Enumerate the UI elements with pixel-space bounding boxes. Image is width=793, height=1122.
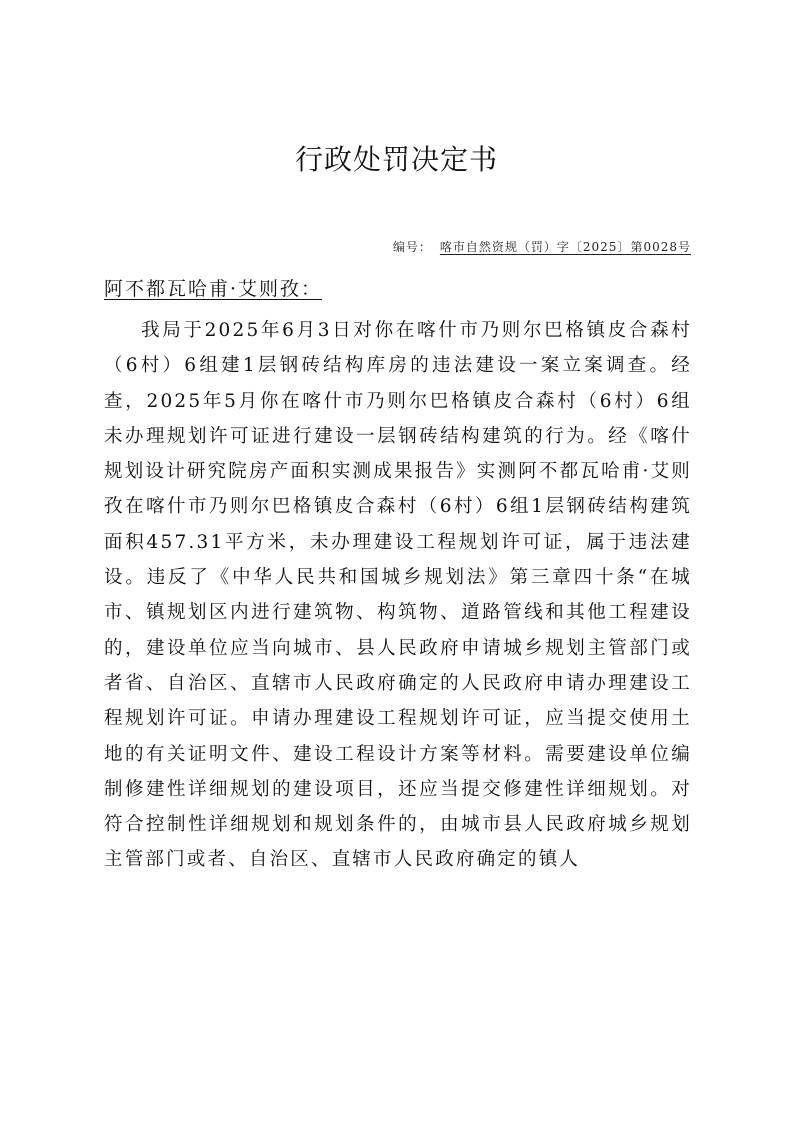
document-number-label: 编号： — [392, 240, 432, 254]
addressee: 阿不都瓦哈甫·艾则孜： — [104, 278, 323, 300]
document-title: 行政处罚决定书 — [294, 143, 498, 176]
document-number — [393, 238, 691, 255]
document-number-value: 喀市自然资规（罚）字〔2025〕第0028号 — [439, 240, 691, 254]
body-paragraph: 我局于2025年6月3日对你在喀什市乃则尔巴格镇皮合森村（6村）6组建1层钢砖结构库房的违法建设一案立案调查。经查，2025年5月你在喀什市乃则尔巴格镇皮合森村（6村）6组未办理规划许可证进行建设一层钢砖结构建筑的行为。经《喀什规划设计研究院房产面积实测成果报告》实测阿不都瓦哈甫·艾则孜在喀什市乃则尔巴格镇皮合森村（6村）6组1层钢砖结构建筑面积457.31平方米，未办理建设工程规划许可证，属于违法建设。违反了《中华人民共和国城乡规划法》第三章四十条“在城市、镇规划区内进行建筑物、构筑物、道路管线和其他工程建设的，建设单位应当向城市、县人民政府申请城乡规划主管部门或者省、自治区、直辖市人民政府确定的人民政府申请办理建设工程规划许可证。申请办理建设工程规划许可证，应当提交使用土地的有关证明文件、建设工程设计方案等材料。需要建设单位编制修建性详细规划的建设项目，还应当提交修建性详细规划。对符合控制性详细规划和规划条件的，由城市县人民政府城乡规划主管部门或者、自治区、直辖市人民政府确定的镇人 — [104, 320, 692, 871]
